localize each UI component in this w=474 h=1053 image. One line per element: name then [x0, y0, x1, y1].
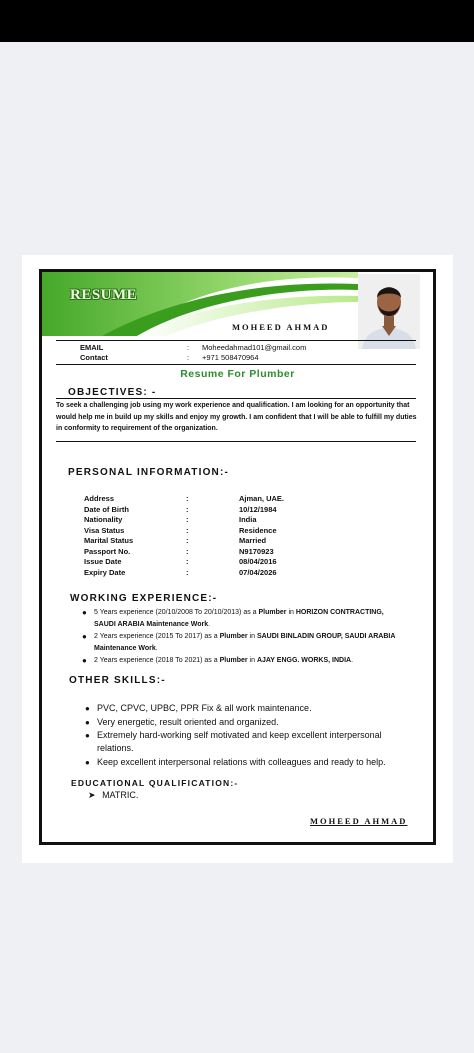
- divider-objectives: [56, 398, 416, 399]
- divider-top: [56, 340, 416, 341]
- email-label: EMAIL: [80, 343, 104, 352]
- bullet-dot-icon: ●: [85, 757, 90, 767]
- resume-banner-word: RESUME: [70, 287, 138, 303]
- education-item: ➤ MATRIC.: [88, 790, 139, 800]
- other-skills-list: [75, 702, 410, 769]
- personal-row: Date of Birth : 10/12/1984: [84, 504, 277, 514]
- personal-info-heading: PERSONAL INFORMATION:-: [68, 467, 230, 478]
- list-item: ● 5 Years experience (20/10/2008 To 20/10/2013) as a Plumber in HORIZON CONTRACTING, SAUDI ARABIA Maintenance Work.: [82, 608, 384, 628]
- personal-row: Expiry Date : 07/04/2026: [84, 567, 277, 577]
- divider-contact: [56, 364, 416, 365]
- divider-objectives-end: [56, 441, 416, 442]
- email-colon: :: [187, 343, 190, 352]
- signature-name: MOHEED AHMAD: [310, 816, 408, 826]
- resume-frame: [39, 269, 436, 845]
- objectives-text: To seek a challenging job using my work experience and qualification. I am looking for an opportunity that would help me in build up my skills and enjoy my growth. I am confident that I will be able to fulfill my duties in conformity to requirement of the organization.: [56, 402, 417, 432]
- list-item: ● 2 Years experience (2015 To 2017) as a Plumber in SAUDI BINLADIN GROUP, SAUDI ARABIA Maintenance Work.: [82, 632, 396, 652]
- candidate-name: MOHEED AHMAD: [232, 322, 330, 332]
- personal-row: Issue Date : 08/04/2016: [84, 557, 277, 566]
- personal-row: Visa Status : Residence: [84, 525, 277, 535]
- document-page: [22, 255, 453, 863]
- education-heading: EDUCATIONAL QUALIFICATION:-: [71, 778, 239, 788]
- bullet-dot-icon: ●: [85, 717, 90, 727]
- personal-info-table: [84, 494, 374, 578]
- personal-row: Marital Status : Married: [84, 536, 267, 545]
- bullet-dot-icon: ●: [82, 656, 87, 665]
- top-black-bar: [0, 0, 474, 42]
- bullet-dot-icon: ●: [82, 632, 87, 641]
- email-value: Moheedahmad101@gmail.com: [202, 343, 307, 352]
- contact-colon: :: [187, 353, 190, 362]
- work-experience-heading: WORKING EXPERIENCE:-: [70, 593, 218, 604]
- bullet-dot-icon: ●: [85, 704, 90, 713]
- list-item: ● 2 Years experience (2018 To 2021) as a Plumber in AJAY ENGG. WORKS, INDIA.: [82, 656, 354, 665]
- list-item: ● Keep excellent interpersonal relations with colleagues and ready to help.: [85, 756, 386, 767]
- bullet-dot-icon: ●: [85, 731, 90, 740]
- other-skills-heading: OTHER SKILLS:-: [69, 675, 166, 686]
- resume-subtitle: Resume For Plumber: [180, 368, 295, 380]
- profile-photo: [358, 274, 420, 349]
- bullet-dot-icon: ●: [82, 608, 87, 617]
- list-item: ● Extremely hard-working self motivated and keep excellent interpersonal relations.: [85, 730, 382, 753]
- work-experience-list: [72, 607, 397, 668]
- objectives-heading: OBJECTIVES: -: [68, 387, 157, 398]
- person-photo-icon: [358, 274, 420, 349]
- personal-row: Nationality : India: [84, 515, 257, 524]
- personal-row: Address : Ajman, UAE.: [84, 494, 285, 503]
- personal-row: Passport No. : N9170923: [84, 546, 274, 556]
- arrow-head-icon: ➤: [88, 790, 96, 800]
- list-item: ● PVC, CPVC, UPBC, PPR Fix & all work maintenance.: [85, 703, 312, 713]
- list-item: ● Very energetic, result oriented and organized.: [85, 716, 279, 727]
- contact-label: Contact: [80, 353, 108, 362]
- contact-value: +971 508470964: [202, 353, 259, 362]
